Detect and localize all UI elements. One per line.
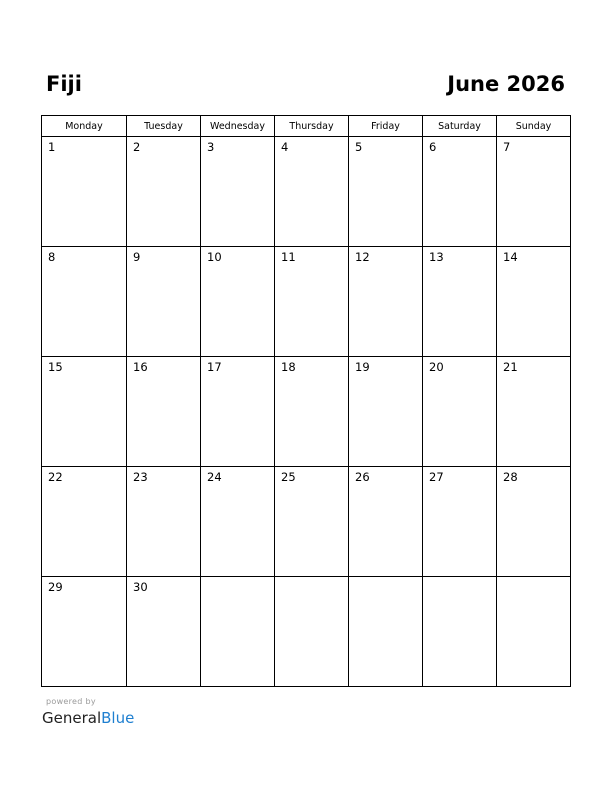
logo-general-text: General xyxy=(42,709,102,727)
day-number: 27 xyxy=(429,470,444,484)
weekday-header: Tuesday xyxy=(127,116,201,137)
day-number xyxy=(423,577,496,581)
day-number: 23 xyxy=(133,470,148,484)
day-number: 25 xyxy=(281,470,296,484)
day-cell xyxy=(423,577,497,687)
day-cell xyxy=(497,137,571,247)
day-cell xyxy=(127,577,201,687)
week-row xyxy=(42,357,571,467)
day-number xyxy=(349,577,422,581)
week-row xyxy=(42,137,571,247)
day-cell xyxy=(497,467,571,577)
day-cell xyxy=(201,467,275,577)
day-number: 8 xyxy=(48,250,56,264)
weekday-header: Friday xyxy=(349,116,423,137)
day-number: 6 xyxy=(429,140,437,154)
calendar-grid xyxy=(41,115,571,687)
day-cell xyxy=(423,357,497,467)
day-cell xyxy=(349,137,423,247)
day-cell xyxy=(275,247,349,357)
day-cell xyxy=(423,247,497,357)
day-cell xyxy=(42,137,127,247)
day-cell xyxy=(201,137,275,247)
day-cell xyxy=(201,577,275,687)
day-number xyxy=(497,577,570,581)
day-cell xyxy=(42,247,127,357)
day-number: 17 xyxy=(207,360,222,374)
day-cell xyxy=(42,357,127,467)
day-cell xyxy=(42,467,127,577)
day-cell xyxy=(275,577,349,687)
generalblue-logo[interactable] xyxy=(42,708,134,728)
day-cell xyxy=(201,357,275,467)
day-cell xyxy=(349,357,423,467)
day-number: 16 xyxy=(133,360,148,374)
day-number: 20 xyxy=(429,360,444,374)
day-cell xyxy=(349,247,423,357)
day-number: 3 xyxy=(207,140,215,154)
country-title: Fiji xyxy=(46,72,82,96)
day-number: 18 xyxy=(281,360,296,374)
day-number: 2 xyxy=(133,140,141,154)
day-cell xyxy=(497,577,571,687)
day-number: 5 xyxy=(355,140,363,154)
day-number: 11 xyxy=(281,250,296,264)
day-cell xyxy=(127,357,201,467)
day-cell xyxy=(349,577,423,687)
day-cell xyxy=(423,137,497,247)
day-number: 19 xyxy=(355,360,370,374)
day-number: 4 xyxy=(281,140,289,154)
day-cell xyxy=(127,467,201,577)
day-number: 30 xyxy=(133,580,148,594)
weekday-header: Monday xyxy=(42,116,127,137)
day-number: 26 xyxy=(355,470,370,484)
day-number: 7 xyxy=(503,140,511,154)
day-number: 28 xyxy=(503,470,518,484)
day-number: 9 xyxy=(133,250,141,264)
day-number xyxy=(275,577,348,581)
day-number: 21 xyxy=(503,360,518,374)
day-cell xyxy=(127,247,201,357)
day-number: 12 xyxy=(355,250,370,264)
week-row xyxy=(42,467,571,577)
day-number: 13 xyxy=(429,250,444,264)
day-cell xyxy=(275,357,349,467)
weekday-header: Wednesday xyxy=(201,116,275,137)
day-cell xyxy=(42,577,127,687)
day-cell xyxy=(497,357,571,467)
day-number: 15 xyxy=(48,360,63,374)
day-number: 24 xyxy=(207,470,222,484)
day-number: 1 xyxy=(48,140,56,154)
week-row xyxy=(42,577,571,687)
month-year-title: June 2026 xyxy=(447,72,565,96)
day-number xyxy=(201,577,274,581)
day-cell xyxy=(127,137,201,247)
day-number: 10 xyxy=(207,250,222,264)
weekday-header: Saturday xyxy=(423,116,497,137)
weekday-header: Sunday xyxy=(497,116,571,137)
logo-blue-text: Blue xyxy=(101,709,135,727)
day-cell xyxy=(275,137,349,247)
week-row xyxy=(42,247,571,357)
day-cell xyxy=(497,247,571,357)
day-number: 22 xyxy=(48,470,63,484)
weekday-header-row xyxy=(42,116,571,137)
day-cell xyxy=(201,247,275,357)
day-number: 14 xyxy=(503,250,518,264)
day-cell xyxy=(275,467,349,577)
day-number: 29 xyxy=(48,580,63,594)
day-cell xyxy=(423,467,497,577)
powered-by-text: powered by xyxy=(46,697,96,706)
weekday-header: Thursday xyxy=(275,116,349,137)
day-cell xyxy=(349,467,423,577)
